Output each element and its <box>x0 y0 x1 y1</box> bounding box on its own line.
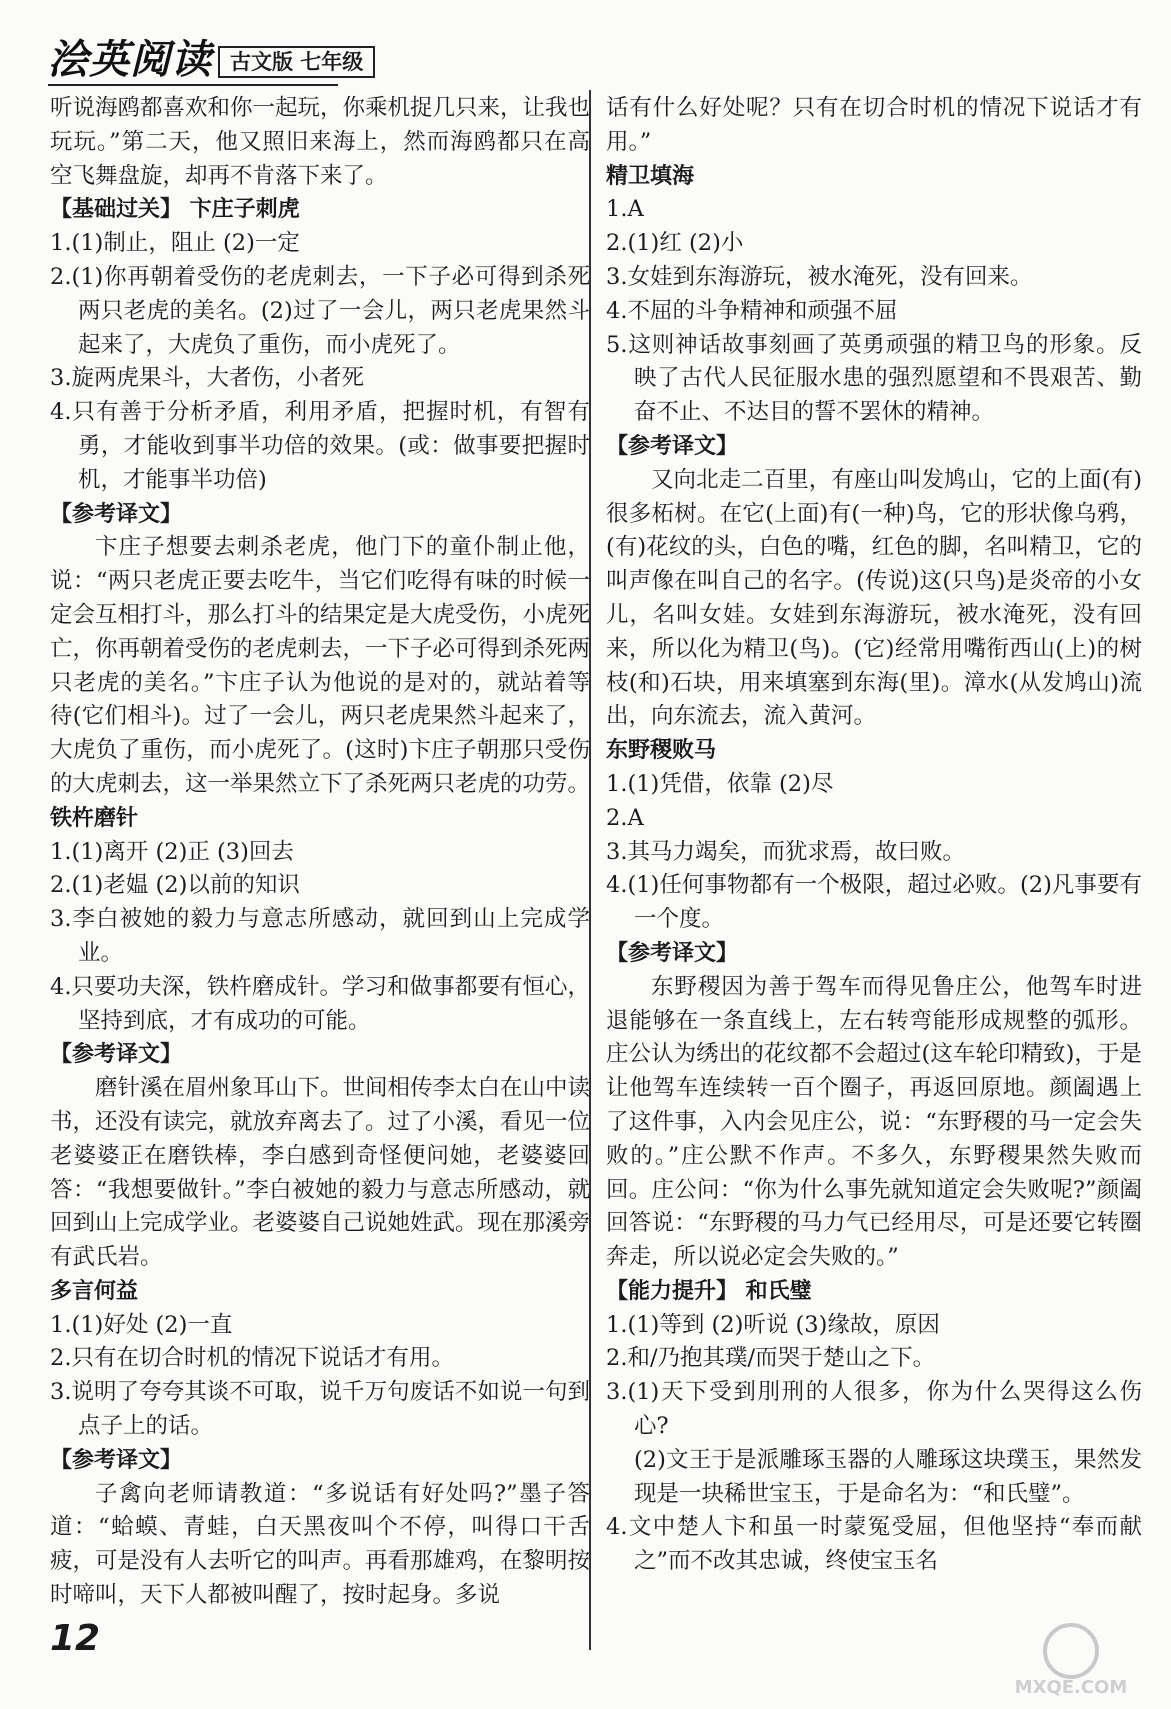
section-heading: 铁杵磨针 <box>50 805 139 831</box>
translation-paragraph: 磨针溪在眉州象耳山下。世间相传李太白在山中读书，还没有读完，就放弃离去了。过了小溪，看见一位老婆婆正在磨铁棒，李白感到奇怪便问她，老婆婆回答：“我想要做针。”李白被她的毅力与意志所感动，就回到山上完成学业。老婆婆自己说她姓武。现在那溪旁有武氏岩。 <box>50 1075 591 1271</box>
answer-item: 4.不屈的斗争精神和顽强不屈 <box>606 297 898 324</box>
answer-item: 1.A <box>606 196 644 223</box>
answer-item: 2.和/乃抱其璞/而哭于楚山之下。 <box>606 1345 936 1372</box>
watermark-text: MXQE.COM <box>1014 1677 1128 1698</box>
answer-item: 1.(1)离开 (2)正 (3)回去 <box>50 838 294 865</box>
section-heading: 【参考译文】 <box>606 940 739 966</box>
answer-item: 1.(1)等到 (2)听说 (3)缘故，原因 <box>606 1311 940 1338</box>
translation-paragraph: 卞庄子想要去刺杀老虎，他门下的童仆制止他，说：“两只老虎正要去吃牛，当它们吃得有味的时候一定会互相打斗，那么打斗的结果定是大虎受伤，小虎死亡，你再朝着受伤的老虎刺去，一下子必可得到杀死两只老虎的美名。”卞庄子认为他说的是对的，就站着等待(它们相斗)。过了一会儿，两只老虎果然斗起来了，大虎负了重伤，而小虎死了。(这时)卞庄子朝那只受伤的大虎刺去，这一举果然立下了杀死两只老虎的功劳。 <box>50 534 591 797</box>
answer-item: (2)文王于是派雕琢玉器的人雕琢这块璞玉，果然发现是一块稀世宝玉，于是命名为：“和氏璧”。 <box>634 1446 1142 1507</box>
answer-item: 2.(1)你再朝着受伤的老虎刺去，一下子必可得到杀死两只老虎的美名。(2)过了一会儿，两只老虎果然斗起来了，大虎负了重伤，而小虎死了。 <box>50 263 590 358</box>
answer-item: 3.说明了夸夸其谈不可取，说千万句废话不如说一句到点子上的话。 <box>50 1379 590 1440</box>
page-number: 12 <box>50 1618 101 1659</box>
right-column <box>606 92 1142 1579</box>
section-heading: 多言何益 <box>50 1278 139 1304</box>
section-heading: 【能力提升】 和氏璧 <box>606 1278 812 1304</box>
section-heading: 【参考译文】 <box>50 501 183 527</box>
answer-item: 2.(1)老媪 (2)以前的知识 <box>50 872 300 899</box>
book-logo: 浍英阅读 <box>48 37 212 83</box>
section-heading: 东野稷败马 <box>606 738 717 764</box>
paragraph: 话有什么好处呢？只有在切合时机的情况下说话才有用。” <box>606 95 1142 155</box>
answer-item: 4.文中楚人卞和虽一时蒙冤受屈，但他坚持“奉而献之”而不改其忠诚，终使宝玉名 <box>606 1514 1142 1575</box>
answer-item: 2.A <box>606 804 644 831</box>
answer-item: 3.旋两虎果斗，大者伤，小者死 <box>50 365 364 392</box>
translation-paragraph: 子禽向老师请教道：“多说话有好处吗?”墨子答道：“蛤蟆、青蛙，白天黑夜叫个不停，叫得口干舌疲，可是没有人去听它的叫声。再看那雄鸡，在黎明按时啼叫，天下人都被叫醒了，按时起身。多说 <box>50 1480 591 1609</box>
answer-item: 3.其马力竭矣，而犹求焉，故曰败。 <box>606 838 965 865</box>
translation-paragraph: 又向北走二百里，有座山叫发鸠山，它的上面(有)很多柘树。在它(上面)有(一种)鸟，它的形状像乌鸦，(有)花纹的头，白色的嘴，红色的脚，名叫精卫，它的叫声像在叫自己的名字。(传说)这(只鸟)是炎帝的小女儿，名叫女娃。女娃到东海游玩，被水淹死，没有回来，所以化为精卫(鸟)。(它)经常用嘴衔西山(上)的树枝(和)石块，用来填塞到东海(里)。漳水(从发鸠山)流出，向东流去，流入黄河。 <box>606 466 1142 730</box>
section-heading: 【参考译文】 <box>50 1447 183 1473</box>
answer-item: 2.(1)红 (2)小 <box>606 230 744 257</box>
translation-paragraph: 东野稷因为善于驾车而得见鲁庄公，他驾车时进退能够在一条直线上，左右转弯能形成规整的弧形。庄公认为绣出的花纹都不会超过(这车轮印精致)，于是让他驾车连续转一百个圈子，再返回原地。颜阖遇上了这件事，入内会见庄公，说：“东野稷的马一定会失败的。”庄公默不作声。不多久，东野稷果然失败而回。庄公问：“你为什么事先就知道定会失败呢?”颜阖回答说：“东野稷的马力气已经用尽，可是还要它转圈奔走，所以说必定会失败的。” <box>606 973 1142 1271</box>
answer-item: 1.(1)制止，阻止 (2)一定 <box>50 230 300 257</box>
answer-item: 2.只有在切合时机的情况下说话才有用。 <box>50 1345 454 1372</box>
answer-item: 3.(1)天下受到刖刑的人很多，你为什么哭得这么伤心? <box>606 1379 1142 1440</box>
left-column <box>50 92 590 1613</box>
paragraph: 听说海鸥都喜欢和你一起玩，你乘机捉几只来，让我也玩玩。”第二天，他又照旧来海上，然而海鸥都只在高空飞舞盘旋，却再不肯落下来了。 <box>50 95 591 189</box>
answer-item: 4.只要功夫深，铁杵磨成针。学习和做事都要有恒心，坚持到底，才有成功的可能。 <box>50 973 590 1034</box>
watermark-logo <box>991 1619 1151 1699</box>
answer-item: 3.李白被她的毅力与意志所感动，就回到山上完成学业。 <box>50 906 590 966</box>
page-header <box>48 38 375 82</box>
answer-item: 1.(1)好处 (2)一直 <box>50 1311 233 1338</box>
answer-item: 1.(1)凭借，依靠 (2)尽 <box>606 770 834 797</box>
answer-item: 4.只有善于分析矛盾，利用矛盾，把握时机，有智有勇，才能收到事半功倍的效果。(或：做事要把握时机，才能事半功倍) <box>50 399 590 493</box>
section-heading: 【参考译文】 <box>606 433 739 459</box>
answer-item: 4.(1)任何事物都有一个极限，超过必败。(2)凡事要有一个度。 <box>606 872 1142 933</box>
edition-label: 古文版 七年级 <box>218 46 375 78</box>
header-rule <box>48 84 338 86</box>
section-heading: 精卫填海 <box>606 163 695 189</box>
section-heading: 【基础过关】 卞庄子刺虎 <box>50 197 300 223</box>
section-heading: 【参考译文】 <box>50 1042 183 1068</box>
answer-item: 5.这则神话故事刻画了英勇顽强的精卫鸟的形象。反映了古代人民征服水患的强烈愿望和不畏艰苦、勤奋不止、不达目的誓不罢休的精神。 <box>606 331 1142 426</box>
column-divider <box>589 90 591 1650</box>
answer-item: 3.女娃到东海游玩，被水淹死，没有回来。 <box>606 263 1033 290</box>
